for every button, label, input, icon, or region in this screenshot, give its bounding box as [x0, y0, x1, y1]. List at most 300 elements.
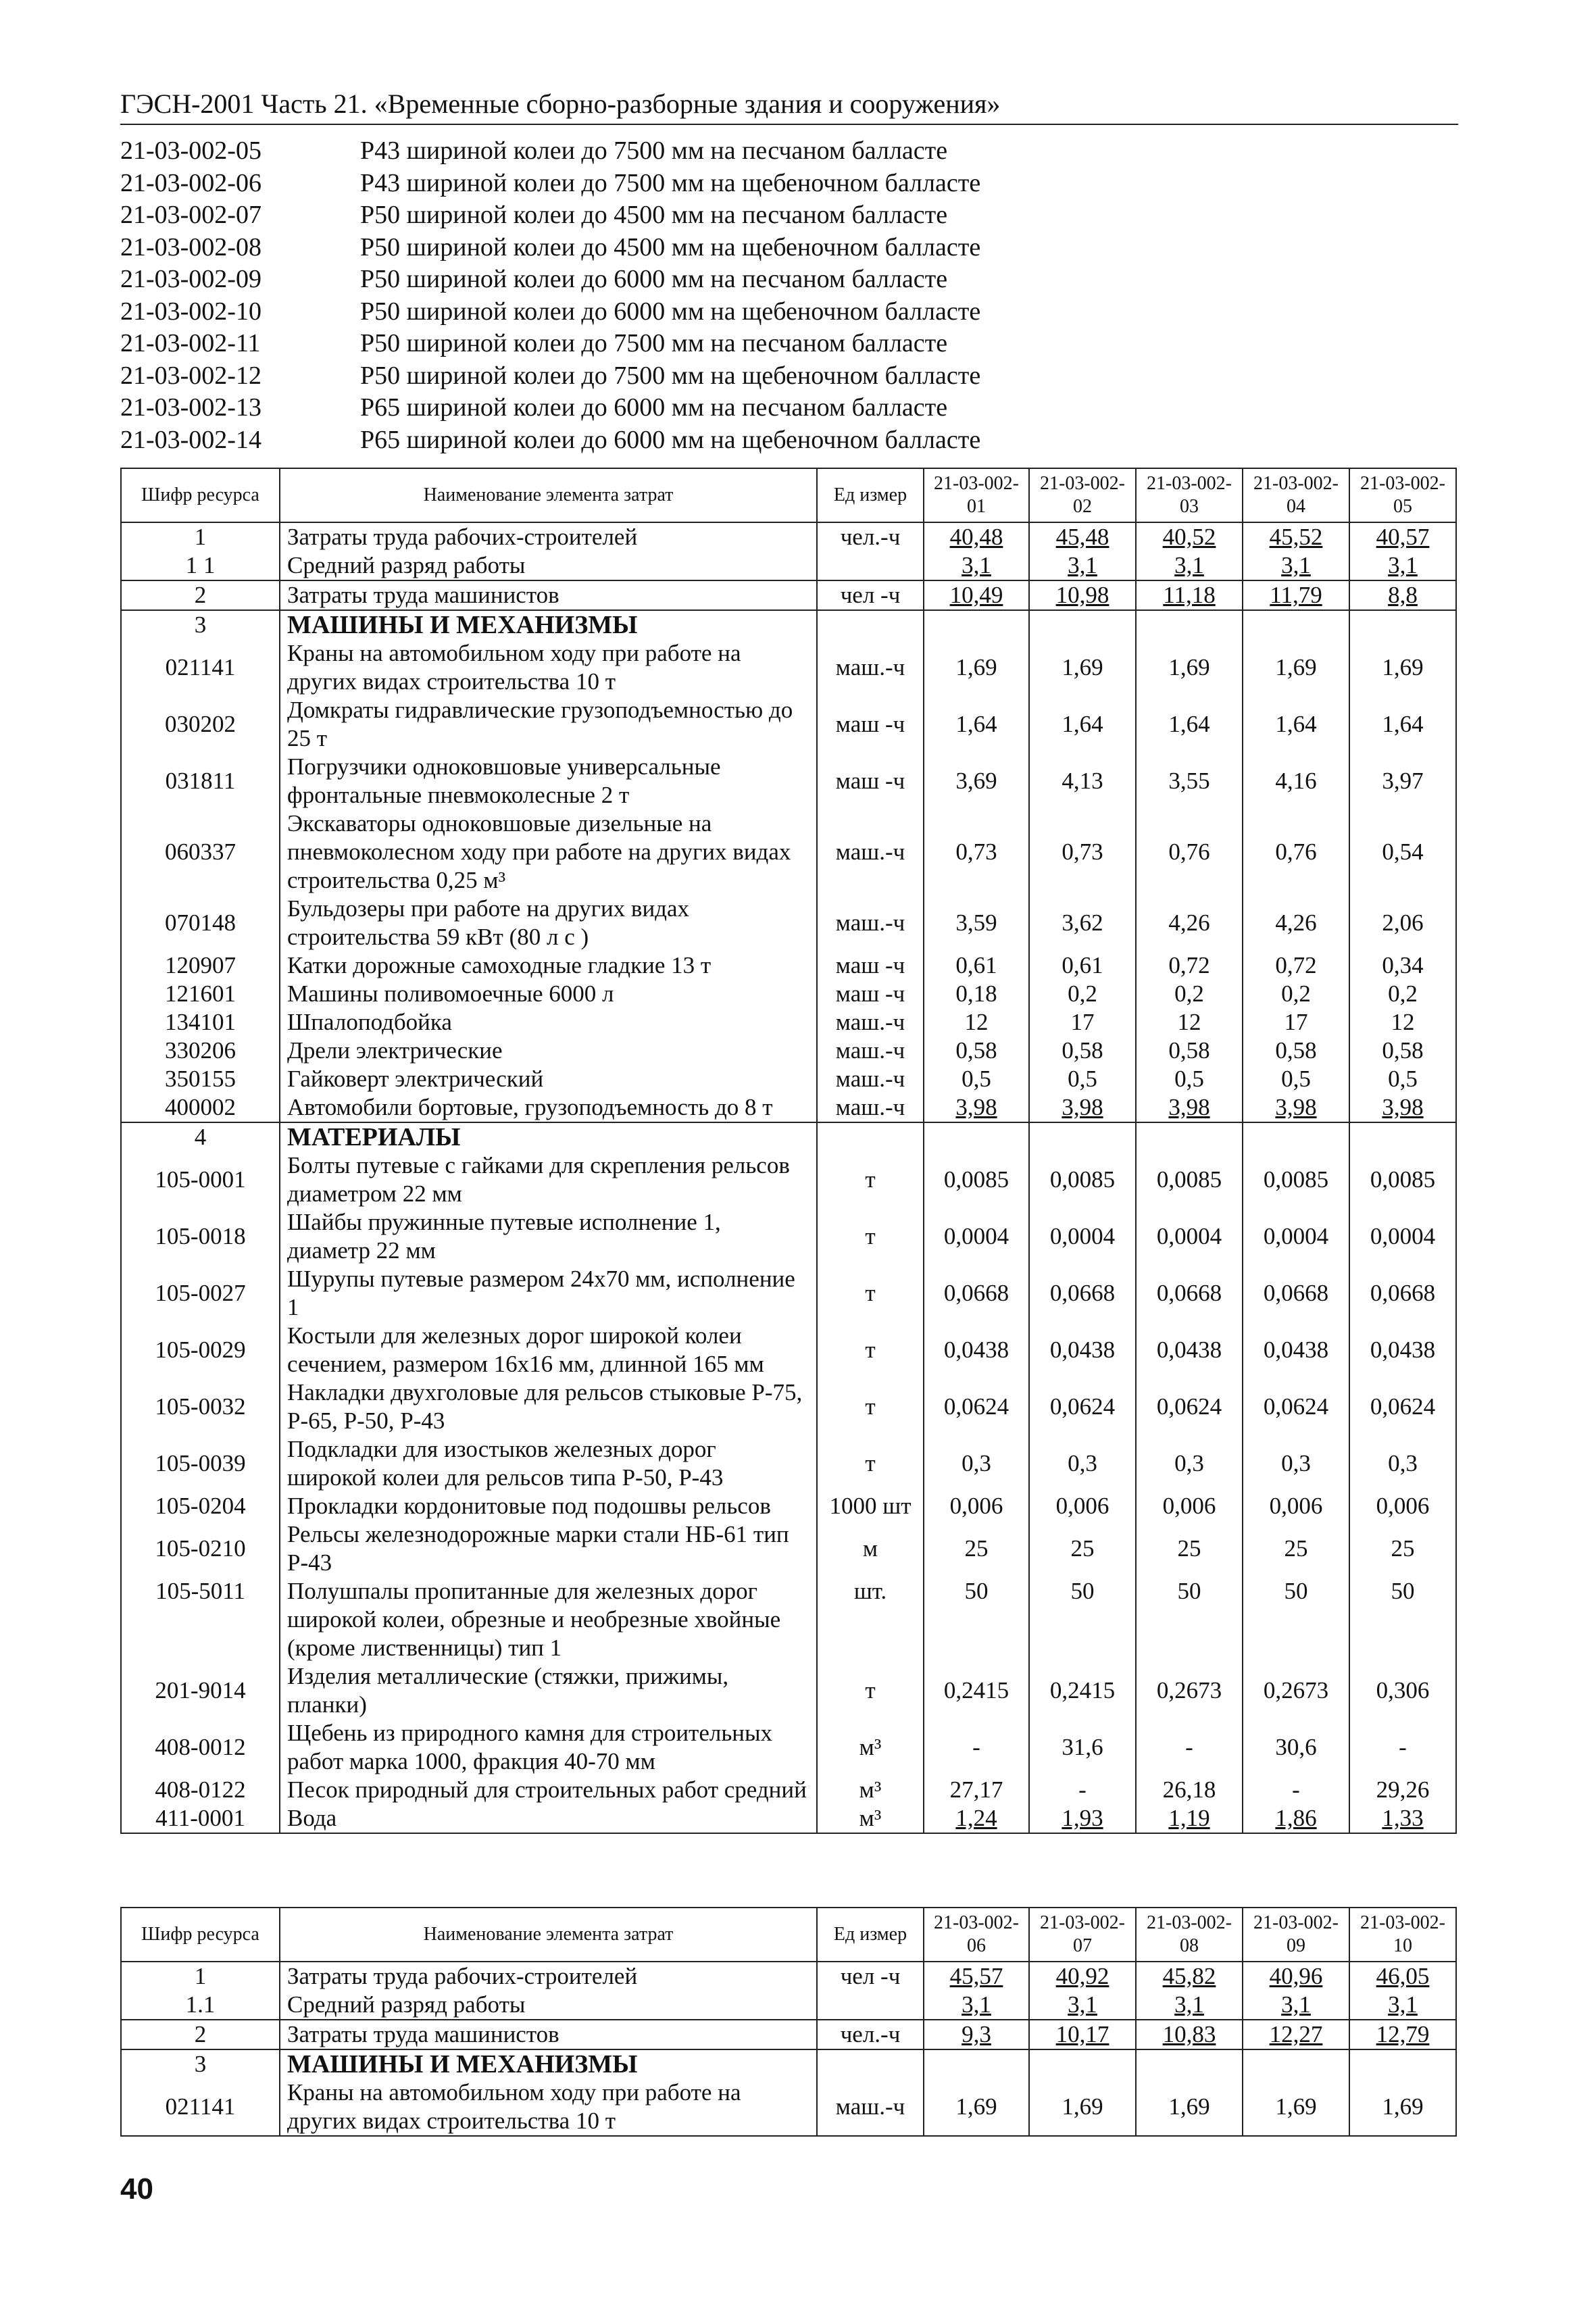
value-cell: 3,1 [1029, 1991, 1136, 2020]
value-cell [1136, 610, 1243, 639]
value-cell: 3,98 [1029, 1093, 1136, 1122]
value-cell: 0,5 [1029, 1065, 1136, 1093]
resource-code: 3 [121, 610, 280, 639]
value-cell: 0,0085 [1029, 1151, 1136, 1208]
value-cell: 4,26 [1243, 895, 1349, 951]
resource-code: 330206 [121, 1037, 280, 1065]
value-cell [1243, 2049, 1349, 2078]
code-number: 21-03-002-07 [120, 201, 261, 229]
unit-cell: маш -ч [817, 980, 924, 1008]
value-cell [1136, 1122, 1243, 1151]
unit-cell: м³ [817, 1804, 924, 1833]
value-cell: 50 [1029, 1577, 1136, 1662]
table-row [121, 1008, 1456, 1037]
value-cell: 50 [924, 1577, 1029, 1662]
value-cell: - [924, 1719, 1029, 1776]
value-cell: 0,5 [1243, 1065, 1349, 1093]
value-cell: 25 [924, 1520, 1029, 1577]
code-list-item [120, 296, 1472, 328]
table-row [121, 951, 1456, 980]
value-cell: 25 [1243, 1520, 1349, 1577]
value-cell [1349, 1122, 1456, 1151]
cost-element-name: Гайковерт электрический [280, 1065, 817, 1093]
table-row [121, 1991, 1456, 2020]
unit-cell [817, 1991, 924, 2020]
header-norm-code: 21-03-002-03 [1136, 468, 1243, 522]
value-cell: 1,69 [1136, 639, 1243, 696]
value-cell: 1,33 [1349, 1804, 1456, 1833]
cost-element-name: Автомобили бортовые, грузоподъемность до 8 т [280, 1093, 817, 1122]
value-cell: 0,72 [1243, 951, 1349, 980]
table-row [121, 1435, 1456, 1492]
value-cell [1349, 610, 1456, 639]
code-description: Р50 шириной колеи до 6000 мм на щебеночном балласте [360, 297, 981, 326]
section-title: МАШИНЫ И МЕХАНИЗМЫ [280, 2049, 817, 2078]
header-cost-element: Наименование элемента затрат [280, 468, 817, 522]
value-cell: 3,98 [1243, 1093, 1349, 1122]
code-list-item [120, 392, 1472, 424]
value-cell: 1,64 [1243, 696, 1349, 753]
cost-element-name: Изделия металлические (стяжки, прижимы, планки) [280, 1662, 817, 1719]
code-description: Р50 шириной колеи до 7500 мм на щебеночном балласте [360, 361, 981, 390]
cost-element-name: Машины поливомоечные 6000 л [280, 980, 817, 1008]
value-cell: 3,1 [1349, 1991, 1456, 2020]
value-cell: 0,2415 [924, 1662, 1029, 1719]
table-row [121, 1265, 1456, 1322]
unit-cell: 1000 шт [817, 1492, 924, 1520]
code-list-item [120, 360, 1472, 393]
resource-code: 105-0029 [121, 1322, 280, 1378]
table-row [121, 1577, 1456, 1662]
value-cell: 25 [1136, 1520, 1243, 1577]
resource-code: 105-0027 [121, 1265, 280, 1322]
unit-cell: т [817, 1435, 924, 1492]
cost-element-name: Краны на автомобильном ходу при работе на других видах строительства 10 т [280, 639, 817, 696]
resource-code: 2 [121, 2020, 280, 2049]
value-cell: 11,18 [1136, 580, 1243, 610]
cost-element-name: Вода [280, 1804, 817, 1833]
resource-code: 408-0122 [121, 1776, 280, 1804]
code-list-item [120, 135, 1472, 168]
cost-element-name: Полушпалы пропитанные для железных дорог широкой колеи, обрезные и необрезные хвойные (кроме лиственницы) тип 1 [280, 1577, 817, 1662]
cost-element-name: Дрели электрические [280, 1037, 817, 1065]
section-row [121, 610, 1456, 639]
value-cell: 26,18 [1136, 1776, 1243, 1804]
cost-element-name: Прокладки кордонитовые под подошвы рельсов [280, 1492, 817, 1520]
value-cell: 0,0085 [1136, 1151, 1243, 1208]
resource-code: 1.1 [121, 1991, 280, 2020]
value-cell: 0,3 [1029, 1435, 1136, 1492]
code-number: 21-03-002-14 [120, 425, 261, 454]
value-cell: 1,64 [924, 696, 1029, 753]
code-number: 21-03-002-10 [120, 297, 261, 326]
value-cell: 0,0085 [924, 1151, 1029, 1208]
table-row [121, 1065, 1456, 1093]
unit-cell: маш.-ч [817, 2078, 924, 2136]
value-cell: 0,76 [1136, 810, 1243, 895]
resource-code: 121601 [121, 980, 280, 1008]
value-cell: 31,6 [1029, 1719, 1136, 1776]
table-row [121, 551, 1456, 580]
section-title: МАШИНЫ И МЕХАНИЗМЫ [280, 610, 817, 639]
code-number: 21-03-002-11 [120, 329, 261, 357]
value-cell [924, 610, 1029, 639]
resource-code: 021141 [121, 639, 280, 696]
value-cell: 0,58 [1243, 1037, 1349, 1065]
value-cell: 1,69 [1136, 2078, 1243, 2136]
value-cell: 1,24 [924, 1804, 1029, 1833]
value-cell: 17 [1243, 1008, 1349, 1037]
value-cell [1029, 610, 1136, 639]
value-cell: 3,1 [1349, 551, 1456, 580]
value-cell: 0,58 [924, 1037, 1029, 1065]
code-description: Р65 шириной колеи до 6000 мм на щебеночном балласте [360, 425, 981, 454]
value-cell: 10,83 [1136, 2020, 1243, 2049]
cost-element-name: Подкладки для изостыков железных дорог широкой колеи для рельсов типа Р-50, Р-43 [280, 1435, 817, 1492]
cost-element-name: Затраты труда рабочих-строителей [280, 1962, 817, 1991]
code-number: 21-03-002-08 [120, 232, 261, 262]
value-cell: 40,48 [924, 522, 1029, 551]
value-cell: 1,69 [1349, 639, 1456, 696]
value-cell: 10,17 [1029, 2020, 1136, 2049]
table-row [121, 1208, 1456, 1265]
value-cell: 4,26 [1136, 895, 1243, 951]
value-cell: 0,0624 [1349, 1378, 1456, 1435]
value-cell [924, 2049, 1029, 2078]
unit-cell: м³ [817, 1776, 924, 1804]
header-norm-code: 21-03-002-04 [1243, 468, 1349, 522]
unit-cell: т [817, 1322, 924, 1378]
header-resource-code: Шифр ресурса [121, 1908, 280, 1962]
code-description: Р65 шириной колеи до 6000 мм на песчаном балласте [360, 393, 948, 422]
resource-code: 105-0039 [121, 1435, 280, 1492]
section-row [121, 2049, 1456, 2078]
value-cell: 0,0438 [1029, 1322, 1136, 1378]
resource-code: 1 1 [121, 551, 280, 580]
code-description: Р50 шириной колеи до 4500 мм на щебеночном балласте [360, 232, 981, 262]
resource-code: 105-0018 [121, 1208, 280, 1265]
code-description: Р50 шириной колеи до 6000 мм на песчаном балласте [360, 265, 948, 293]
resource-table-2 [120, 1907, 1457, 2137]
page-number: 40 [120, 2172, 153, 2206]
value-cell: 0,58 [1136, 1037, 1243, 1065]
cost-element-name: Средний разряд работы [280, 1991, 817, 2020]
resource-code: 030202 [121, 696, 280, 753]
unit-cell: маш.-ч [817, 639, 924, 696]
value-cell: 0,3 [924, 1435, 1029, 1492]
value-cell: - [1029, 1776, 1136, 1804]
table-row [121, 1492, 1456, 1520]
value-cell: 12,27 [1243, 2020, 1349, 2049]
cost-element-name: Катки дорожные самоходные гладкие 13 т [280, 951, 817, 980]
value-cell: 0,73 [1029, 810, 1136, 895]
resource-code: 1 [121, 522, 280, 551]
table-row [121, 1662, 1456, 1719]
value-cell: 50 [1243, 1577, 1349, 1662]
code-list-item [120, 199, 1472, 232]
resource-code: 411-0001 [121, 1804, 280, 1833]
value-cell: 0,006 [1136, 1492, 1243, 1520]
value-cell [1029, 1122, 1136, 1151]
unit-cell: чел.-ч [817, 522, 924, 551]
value-cell: 4,13 [1029, 753, 1136, 810]
cost-element-name: Домкраты гидравлические грузоподъемностью до 25 т [280, 696, 817, 753]
value-cell: 1,69 [924, 639, 1029, 696]
cost-element-name: Песок природный для строительных работ средний [280, 1776, 817, 1804]
cost-element-name: Краны на автомобильном ходу при работе на других видах строительства 10 т [280, 2078, 817, 2136]
value-cell: 45,52 [1243, 522, 1349, 551]
value-cell: 45,82 [1136, 1962, 1243, 1991]
value-cell: 1,69 [1349, 2078, 1456, 2136]
value-cell: 0,2 [1349, 980, 1456, 1008]
code-number: 21-03-002-06 [120, 168, 261, 197]
resource-code: 3 [121, 2049, 280, 2078]
value-cell: 0,0624 [1243, 1378, 1349, 1435]
unit-cell: т [817, 1265, 924, 1322]
unit-cell: маш.-ч [817, 1093, 924, 1122]
unit-cell: чел -ч [817, 580, 924, 610]
unit-cell: маш.-ч [817, 1037, 924, 1065]
value-cell: 3,98 [1136, 1093, 1243, 1122]
value-cell: 0,006 [1349, 1492, 1456, 1520]
table-row [121, 980, 1456, 1008]
resource-code: 031811 [121, 753, 280, 810]
value-cell: 3,1 [1029, 551, 1136, 580]
value-cell: 0,2 [1136, 980, 1243, 1008]
unit-cell: шт. [817, 1577, 924, 1662]
value-cell [1243, 1122, 1349, 1151]
header-norm-code: 21-03-002-07 [1029, 1908, 1136, 1962]
value-cell: 11,79 [1243, 580, 1349, 610]
cost-element-name: Шурупы путевые размером 24x70 мм, исполнение 1 [280, 1265, 817, 1322]
value-cell: 1,69 [924, 2078, 1029, 2136]
value-cell: 40,57 [1349, 522, 1456, 551]
table-row [121, 2020, 1456, 2049]
value-cell: 50 [1349, 1577, 1456, 1662]
value-cell: 45,57 [924, 1962, 1029, 1991]
value-cell: 0,0004 [1243, 1208, 1349, 1265]
table-row [121, 1093, 1456, 1122]
table-row [121, 639, 1456, 696]
value-cell: 0,006 [924, 1492, 1029, 1520]
value-cell: 12,79 [1349, 2020, 1456, 2049]
unit-cell: т [817, 1208, 924, 1265]
table-row [121, 522, 1456, 551]
unit-cell: маш.-ч [817, 810, 924, 895]
value-cell: 0,0624 [924, 1378, 1029, 1435]
table-row [121, 1719, 1456, 1776]
header-norm-code: 21-03-002-08 [1136, 1908, 1243, 1962]
unit-cell: чел.-ч [817, 2020, 924, 2049]
cost-element-name: Костыли для железных дорог широкой колеи сечением, размером 16x16 мм, длинной 165 мм [280, 1322, 817, 1378]
cost-element-name: Средний разряд работы [280, 551, 817, 580]
value-cell: 0,0668 [1136, 1265, 1243, 1322]
value-cell: 8,8 [1349, 580, 1456, 610]
cost-element-name: Бульдозеры при работе на других видах строительства 59 кВт (80 л с ) [280, 895, 817, 951]
table-row [121, 1322, 1456, 1378]
value-cell: 0,3 [1136, 1435, 1243, 1492]
value-cell: 0,61 [924, 951, 1029, 980]
resource-code: 408-0012 [121, 1719, 280, 1776]
page-header: ГЭСН-2001 Часть 21. «Временные сборно-разборные здания и сооружения» [120, 88, 1458, 125]
value-cell: 10,98 [1029, 580, 1136, 610]
value-cell: 0,0438 [1243, 1322, 1349, 1378]
table-row [121, 580, 1456, 610]
cost-element-name: Рельсы железнодорожные марки стали НБ-61 тип Р-43 [280, 1520, 817, 1577]
value-cell: 0,0624 [1136, 1378, 1243, 1435]
resource-code: 350155 [121, 1065, 280, 1093]
code-description: Р50 шириной колеи до 4500 мм на песчаном балласте [360, 201, 948, 229]
value-cell: 10,49 [924, 580, 1029, 610]
value-cell: 40,52 [1136, 522, 1243, 551]
code-description: Р43 шириной колеи до 7500 мм на песчаном балласте [360, 136, 948, 165]
value-cell: 12 [1349, 1008, 1456, 1037]
value-cell: 0,34 [1349, 951, 1456, 980]
value-cell: 17 [1029, 1008, 1136, 1037]
value-cell: 0,5 [924, 1065, 1029, 1093]
value-cell: 3,1 [1136, 551, 1243, 580]
cost-element-name: Затраты труда машинистов [280, 2020, 817, 2049]
resource-code: 2 [121, 580, 280, 610]
code-number: 21-03-002-09 [120, 265, 261, 293]
value-cell: 0,306 [1349, 1662, 1456, 1719]
value-cell: 50 [1136, 1577, 1243, 1662]
value-cell: 1,86 [1243, 1804, 1349, 1833]
value-cell: 3,55 [1136, 753, 1243, 810]
value-cell: 1,69 [1243, 2078, 1349, 2136]
value-cell: 1,19 [1136, 1804, 1243, 1833]
code-list-item [120, 232, 1472, 264]
unit-cell: м³ [817, 1719, 924, 1776]
unit-cell [817, 551, 924, 580]
value-cell: 1,69 [1029, 639, 1136, 696]
value-cell: 3,1 [924, 551, 1029, 580]
resource-code: 134101 [121, 1008, 280, 1037]
unit-cell: маш -ч [817, 753, 924, 810]
value-cell: 1,64 [1349, 696, 1456, 753]
unit-cell: маш.-ч [817, 1065, 924, 1093]
header-norm-code: 21-03-002-05 [1349, 468, 1456, 522]
value-cell [1349, 2049, 1456, 2078]
header-norm-code: 21-03-002-02 [1029, 468, 1136, 522]
value-cell: 12 [1136, 1008, 1243, 1037]
value-cell [924, 1122, 1029, 1151]
code-list-item [120, 168, 1472, 200]
value-cell: - [1243, 1776, 1349, 1804]
resource-code: 105-0001 [121, 1151, 280, 1208]
cost-element-name: Накладки двухголовые для рельсов стыковые Р-75, Р-65, Р-50, Р-43 [280, 1378, 817, 1435]
value-cell: 2,06 [1349, 895, 1456, 951]
cost-element-name: Щебень из природного камня для строительных работ марка 1000, фракция 40-70 мм [280, 1719, 817, 1776]
value-cell: 0,0004 [1136, 1208, 1243, 1265]
table-row [121, 1378, 1456, 1435]
value-cell: 0,2673 [1243, 1662, 1349, 1719]
unit-cell: т [817, 1151, 924, 1208]
code-number: 21-03-002-12 [120, 361, 261, 390]
resource-table-1 [120, 468, 1457, 1834]
value-cell [1029, 2049, 1136, 2078]
cost-element-name: Шайбы пружинные путевые исполнение 1, диаметр 22 мм [280, 1208, 817, 1265]
header-cost-element: Наименование элемента затрат [280, 1908, 817, 1962]
resource-code: 201-9014 [121, 1662, 280, 1719]
unit-cell: чел -ч [817, 1962, 924, 1991]
value-cell: 0,0085 [1243, 1151, 1349, 1208]
value-cell: 12 [924, 1008, 1029, 1037]
code-number: 21-03-002-13 [120, 393, 261, 422]
value-cell: 0,3 [1243, 1435, 1349, 1492]
table-row [121, 753, 1456, 810]
value-cell: 0,2 [1029, 980, 1136, 1008]
value-cell: 3,1 [1243, 551, 1349, 580]
value-cell: - [1136, 1719, 1243, 1776]
unit-cell: маш -ч [817, 951, 924, 980]
table-row [121, 1520, 1456, 1577]
value-cell: 0,0004 [924, 1208, 1029, 1265]
resource-code: 400002 [121, 1093, 280, 1122]
value-cell: 0,0438 [924, 1322, 1029, 1378]
code-list-item [120, 264, 1472, 296]
value-cell: 0,0668 [1349, 1265, 1456, 1322]
value-cell: 0,0438 [1349, 1322, 1456, 1378]
value-cell: 0,18 [924, 980, 1029, 1008]
value-cell: 0,0668 [1029, 1265, 1136, 1322]
value-cell: 4,16 [1243, 753, 1349, 810]
table-row [121, 810, 1456, 895]
cost-element-name: Болты путевые с гайками для скрепления рельсов диаметром 22 мм [280, 1151, 817, 1208]
header-unit: Ед измер [817, 1908, 924, 1962]
value-cell: 0,58 [1349, 1037, 1456, 1065]
cost-element-name: Затраты труда машинистов [280, 580, 817, 610]
header-norm-code: 21-03-002-09 [1243, 1908, 1349, 1962]
value-cell: 0,61 [1029, 951, 1136, 980]
value-cell [1243, 610, 1349, 639]
value-cell: 40,96 [1243, 1962, 1349, 1991]
value-cell: 46,05 [1349, 1962, 1456, 1991]
value-cell: 3,69 [924, 753, 1029, 810]
header-norm-code: 21-03-002-01 [924, 468, 1029, 522]
value-cell: 3,62 [1029, 895, 1136, 951]
value-cell: 0,0085 [1349, 1151, 1456, 1208]
cost-element-name: Затраты труда рабочих-строителей [280, 522, 817, 551]
code-description: Р43 шириной колеи до 7500 мм на щебеночном балласте [360, 168, 981, 197]
cost-element-name: Шпалоподбойка [280, 1008, 817, 1037]
value-cell: 0,0004 [1349, 1208, 1456, 1265]
value-cell: 0,0668 [924, 1265, 1029, 1322]
value-cell: - [1349, 1719, 1456, 1776]
header-norm-code: 21-03-002-06 [924, 1908, 1029, 1962]
value-cell: 0,54 [1349, 810, 1456, 895]
resource-code: 060337 [121, 810, 280, 895]
value-cell: 0,72 [1136, 951, 1243, 980]
code-list-item [120, 328, 1472, 360]
value-cell: 0,2673 [1136, 1662, 1243, 1719]
unit-cell: маш.-ч [817, 1008, 924, 1037]
value-cell: 0,006 [1243, 1492, 1349, 1520]
resource-code: 070148 [121, 895, 280, 951]
resource-code: 120907 [121, 951, 280, 980]
value-cell: 45,48 [1029, 522, 1136, 551]
value-cell: 0,0004 [1029, 1208, 1136, 1265]
value-cell: 3,59 [924, 895, 1029, 951]
code-number: 21-03-002-05 [120, 136, 261, 165]
value-cell: 1,93 [1029, 1804, 1136, 1833]
value-cell: 1,69 [1243, 639, 1349, 696]
table-row [121, 1037, 1456, 1065]
resource-code: 105-5011 [121, 1577, 280, 1662]
value-cell: 30,6 [1243, 1719, 1349, 1776]
table-row [121, 696, 1456, 753]
value-cell [1136, 2049, 1243, 2078]
